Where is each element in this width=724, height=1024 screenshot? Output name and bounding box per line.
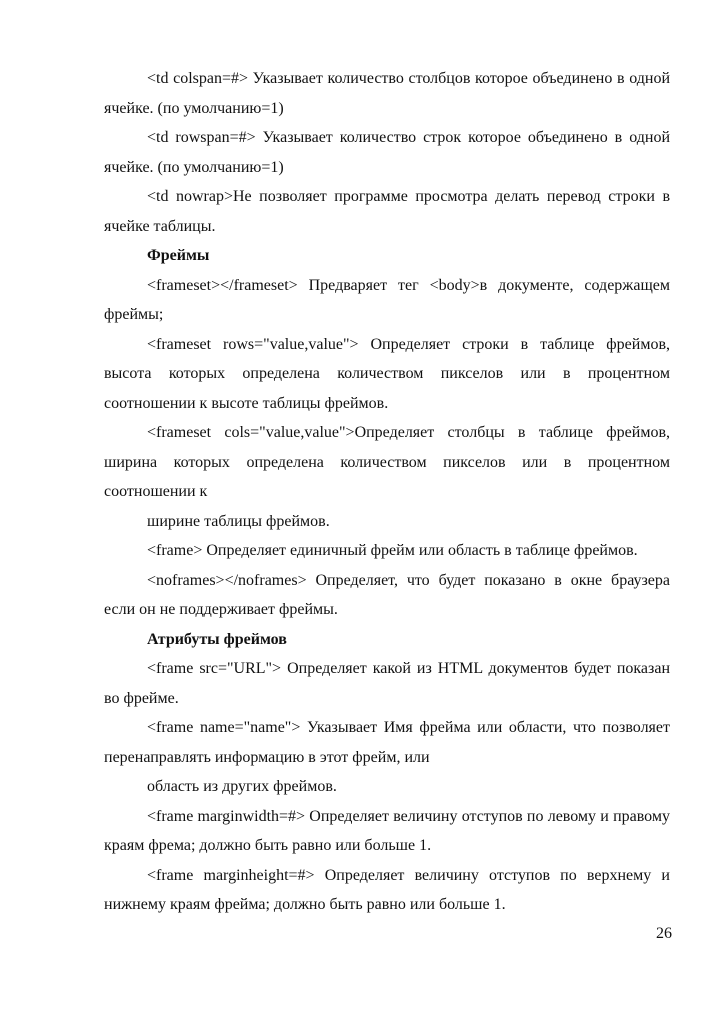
paragraph-td-nowrap: <td nowrap>Не позволяет программе просмотра делать перевод строки в ячейке таблицы.: [104, 188, 670, 235]
paragraph-frameset-cols-continuation: ширине таблицы фреймов.: [147, 512, 330, 530]
paragraph-td-rowspan: <td rowspan=#> Указывает количество строк которое объединено в одной ячейке. (по умолчанию=1): [104, 129, 670, 176]
paragraph-frame-name: <frame name="name"> Указывает Имя фрейма или области, что позволяет перенаправлять информацию в этот фрейм, или: [104, 719, 670, 766]
paragraph-frame-src: <frame src="URL"> Определяет какой из HTML документов будет показан во фрейме.: [104, 660, 670, 707]
paragraph-frame-marginwidth: <frame marginwidth=#> Определяет величину отступов по левому и правому краям фрема; должно быть равно или больше 1.: [104, 807, 670, 854]
paragraph-frameset-cols: <frameset cols="value,value">Определяет столбцы в таблице фреймов, ширина которых определена количеством пикселов или в процентном соотношении к: [104, 424, 670, 500]
paragraph-td-colspan: <td colspan=#> Указывает количество столбцов которое объединено в одной ячейке. (по умолчанию=1): [104, 70, 670, 117]
paragraph-frame: <frame> Определяет единичный фрейм или область в таблице фреймов.: [147, 542, 638, 559]
paragraph-frameset-rows: <frameset rows="value,value"> Определяет строки в таблице фреймов, высота которых определена количеством пикселов или в процентном соотношении к высоте таблицы фреймов.: [104, 335, 670, 412]
paragraph-noframes: <noframes></noframes> Определяет, что будет показано в окне браузера если он не поддерживает фреймы.: [104, 571, 670, 618]
paragraph-frame-marginheight: <frame marginheight=#> Определяет величину отступов по верхнему и нижнему краям фрейма; должно быть равно или больше 1.: [104, 866, 670, 913]
page-content: [104, 64, 670, 920]
paragraph-frameset: <frameset></frameset> Предваряет тег <body>в документе, содержащем фреймы;: [104, 276, 670, 323]
heading-frame-attributes: Атрибуты фреймов: [147, 630, 287, 648]
paragraph-frame-name-continuation: область из других фреймов.: [147, 778, 337, 795]
page-number: 26: [656, 925, 672, 942]
heading-frames: Фреймы: [147, 247, 210, 264]
